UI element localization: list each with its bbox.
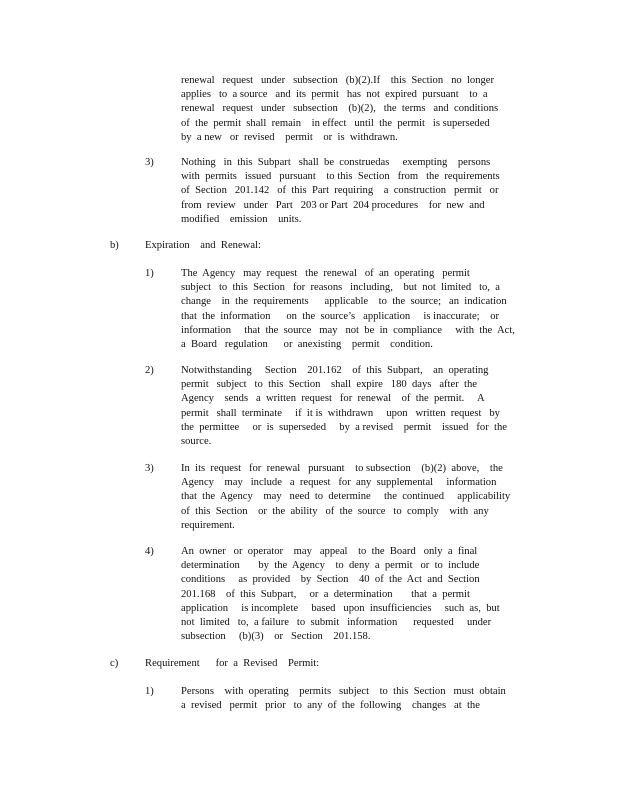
item-label: 2) [145, 365, 154, 376]
item-paragraph [181, 462, 510, 533]
text-line: applies to a source and its permit has not expired pursuant to a [181, 89, 488, 101]
text-line: from review under Part 203 or Part 204 procedures for new and [181, 199, 485, 211]
item-paragraph [181, 267, 515, 352]
item-label: 3) [145, 463, 154, 474]
item-paragraph [181, 685, 506, 713]
text-line: Nothing in this Subpart shall be construedas exempting persons [181, 157, 491, 168]
text-line: An owner or operator may appeal to the Board only a final [181, 546, 478, 557]
text-line: a revised permit prior to any of the following changes at the [181, 700, 480, 712]
text-line: not limited to, a failure to submit information requested under [181, 616, 492, 628]
text-line: a Board regulation or anexisting permit condition. [181, 338, 433, 350]
text-line: Agency sends a written request for renewal of the permit. A [181, 393, 485, 405]
text-line: In its request for renewal pursuant to subsection (b)(2) above, the [181, 463, 503, 474]
text-line: Notwithstanding Section 201.162 of this Subpart, an operating [181, 365, 489, 376]
text-line: renewal request under subsection (b)(2), the terms and conditions [181, 103, 499, 115]
section-heading: Expiration and Renewal: [145, 240, 261, 251]
text-line: the permittee or is superseded by a revised permit issued for the [181, 421, 507, 433]
text-line: modified emission units. [181, 213, 302, 225]
text-line: information that the source may not be in compliance with the Act, [181, 324, 515, 336]
item-label: 4) [145, 546, 154, 557]
text-line: change in the requirements applicable to the source; an indication [181, 296, 507, 308]
intro-paragraph [181, 74, 498, 145]
text-line: subsection (b)(3) or Section 201.158. [181, 631, 371, 643]
item-label: 1) [145, 268, 154, 279]
text-line: of this Section or the ability of the source to comply with any [181, 505, 489, 517]
text-line: permit subject to this Section shall expire 180 days after the [181, 379, 477, 391]
section-label: c) [110, 658, 119, 669]
text-line: conditions as provided by Section 40 of the Act and Section [181, 574, 480, 586]
section-label: b) [110, 240, 119, 251]
text-line: subject to this Section for reasons including, but not limited to, a [181, 282, 500, 294]
text-line: renewal request under subsection (b)(2).If this Section no longer [181, 75, 495, 86]
section-heading: Requirement for a Revised Permit: [145, 658, 320, 669]
text-line: determination by the Agency to deny a permit or to include [181, 560, 480, 572]
text-line: source. [181, 435, 212, 447]
item-label: 3) [145, 157, 154, 168]
text-line: that the information on the source’s application is inaccurate; or [181, 310, 500, 322]
item-paragraph [181, 364, 507, 449]
text-line: of Section 201.142 of this Part requiring a construction permit or [181, 185, 499, 197]
text-line: permit shall terminate if it is withdrawn upon written request by [181, 407, 500, 419]
text-line: The Agency may request the renewal of an operating permit [181, 268, 470, 279]
text-line: application is incomplete based upon insufficiencies such as, but [181, 602, 500, 614]
text-line: Persons with operating permits subject to this Section must obtain [181, 686, 506, 697]
text-line: of the permit shall remain in effect until the permit is superseded [181, 117, 490, 129]
text-line: by a new or revised permit or is withdrawn. [181, 131, 398, 143]
item-paragraph [181, 156, 500, 227]
item-label: 1) [145, 686, 154, 697]
item-paragraph [181, 545, 500, 644]
text-line: Agency may include a request for any supplemental information [181, 477, 497, 489]
text-line: with permits issued pursuant to this Section from the requirements [181, 171, 500, 183]
text-line: 201.168 of this Subpart, or a determination that a permit [181, 588, 470, 600]
text-line: requirement. [181, 519, 235, 531]
text-line: that the Agency may need to determine the continued applicability [181, 491, 511, 503]
